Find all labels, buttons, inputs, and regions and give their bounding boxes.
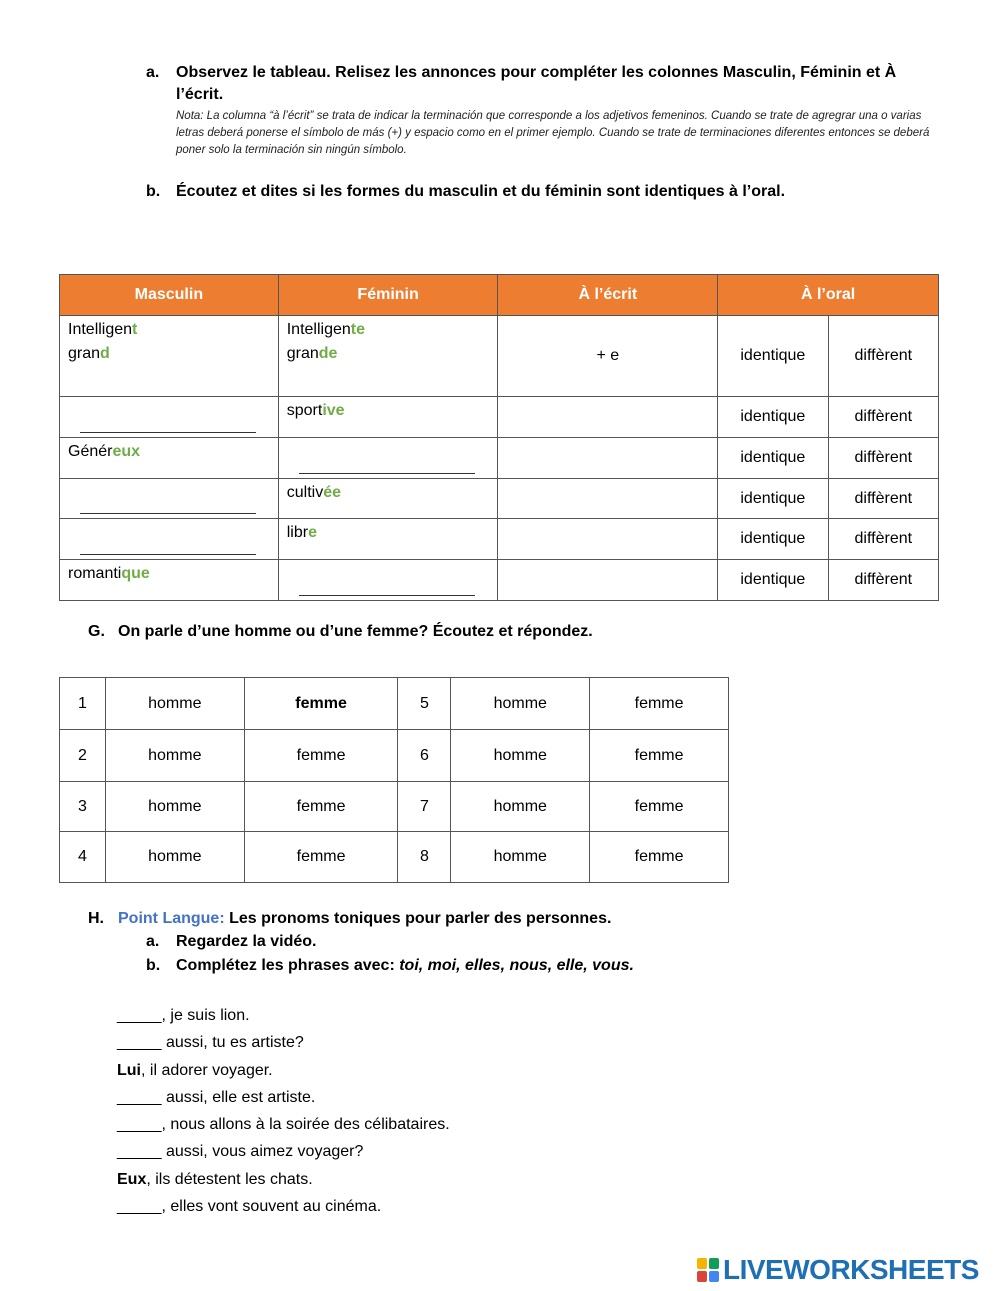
answer-blank[interactable] (299, 473, 475, 474)
section-h-label: H. (88, 910, 104, 927)
sentence-5 (117, 1111, 450, 1138)
option-femme[interactable]: femme (590, 678, 729, 730)
word-stem: cultiv (286, 484, 324, 501)
cell-ecrit[interactable] (498, 397, 718, 438)
item-a-text: Regardez la vidéo. (176, 933, 317, 950)
option-different[interactable]: diffèrent (828, 479, 938, 518)
option-identique[interactable]: identique (740, 449, 806, 466)
option-femme[interactable]: femme (244, 678, 398, 730)
header-oral: À l’oral (718, 275, 939, 316)
table-row (60, 678, 729, 730)
cell-ecrit[interactable] (498, 519, 718, 560)
table-row (60, 832, 729, 883)
question-b (146, 181, 946, 203)
homme-femme-table (59, 677, 729, 883)
point-langue-label: Point Langue: (118, 910, 225, 927)
option-homme[interactable]: homme (105, 832, 244, 883)
section-h-item-a (146, 931, 846, 953)
sentence-6 (117, 1138, 450, 1165)
logo-icon (697, 1258, 719, 1282)
option-homme[interactable]: homme (105, 730, 244, 782)
cell-feminin (278, 316, 498, 397)
header-feminin: Féminin (278, 275, 498, 316)
question-b-label: b. (146, 183, 161, 200)
word-ending: eux (112, 443, 141, 460)
option-femme[interactable]: femme (590, 730, 729, 782)
word-masculin (68, 440, 140, 464)
answer-blank[interactable]: _____ (117, 1116, 162, 1134)
item-b-text: Complétez les phrases avec: (176, 957, 395, 974)
word-stem: Génér (68, 443, 113, 460)
option-femme[interactable]: femme (590, 782, 729, 832)
section-g-heading (88, 621, 788, 643)
question-a-text: Observez le tableau. Relisez les annonces pour compléter les colonnes Masculin, Féminin et À l’écrit. (176, 64, 897, 103)
cell-ecrit[interactable] (498, 438, 718, 479)
cell-feminin (278, 397, 498, 438)
sentence-2 (117, 1029, 450, 1056)
option-different[interactable]: diffèrent (828, 560, 938, 600)
item-number: 7 (398, 782, 451, 832)
word-feminin (287, 481, 341, 505)
answer-blank[interactable] (80, 432, 256, 433)
item-a-label: a. (146, 933, 160, 950)
option-different[interactable]: diffèrent (828, 397, 938, 437)
option-identique[interactable]: identique (740, 347, 806, 364)
word-stem: sport (286, 402, 323, 419)
cell-feminin (278, 479, 498, 519)
cell-ecrit (498, 316, 718, 397)
item-b-line (176, 955, 936, 977)
section-g-text: On parle d’une homme ou d’une femme? Écoutez et répondez. (118, 623, 593, 640)
section-h-title-line (118, 908, 878, 930)
item-number: 4 (60, 832, 106, 883)
item-number: 1 (60, 678, 106, 730)
cell-masculin (60, 519, 279, 560)
cell-masculin (60, 397, 279, 438)
header-ecrit: À l’écrit (498, 275, 718, 316)
item-number: 8 (398, 832, 451, 883)
word-masculin (68, 562, 150, 586)
word-ending: ée (323, 484, 341, 501)
adjective-table (59, 274, 939, 601)
sentence-text: aussi, vous aimez voyager? (161, 1143, 364, 1161)
answer-blank[interactable]: _____ (117, 1007, 162, 1024)
cell-feminin (278, 519, 498, 560)
cell-oral (718, 479, 939, 519)
sentence-text: , nous allons à la soirée des célibataires. (161, 1116, 450, 1134)
option-different[interactable]: diffèrent (828, 519, 938, 559)
cell-ecrit[interactable] (498, 479, 718, 519)
option-homme[interactable]: homme (105, 782, 244, 832)
section-h-item-b (146, 955, 846, 977)
option-femme[interactable]: femme (244, 832, 398, 883)
option-homme[interactable]: homme (451, 678, 590, 730)
answer-blank[interactable]: _____ (117, 1143, 162, 1161)
pronoun-example: Lui (117, 1061, 141, 1079)
option-homme[interactable]: homme (451, 730, 590, 782)
sentence-text: , je suis lion. (161, 1007, 250, 1024)
answer-blank[interactable] (80, 554, 256, 555)
cell-feminin (278, 438, 498, 479)
sentence-text: , ils détestent les chats. (146, 1170, 313, 1188)
cell-masculin (60, 560, 279, 601)
option-homme[interactable]: homme (451, 782, 590, 832)
section-g-label: G. (88, 623, 105, 640)
logo-text: LIVEWORKSHEETS (723, 1254, 979, 1285)
answer-blank[interactable] (299, 595, 475, 596)
word-ending: te (350, 321, 366, 338)
word-feminin (287, 399, 345, 423)
answer-blank[interactable]: _____ (117, 1198, 162, 1216)
sentence-1 (117, 1002, 450, 1029)
sentence-3 (117, 1057, 450, 1084)
word-ending: d (100, 345, 110, 362)
option-identique[interactable]: identique (740, 571, 806, 588)
sentence-text: aussi, elle est artiste. (161, 1088, 316, 1106)
cell-oral (718, 438, 939, 479)
table-row (60, 782, 729, 832)
answer-blank[interactable]: _____ (117, 1088, 162, 1106)
option-identique[interactable]: identique (740, 408, 806, 425)
cell-ecrit[interactable] (498, 560, 718, 601)
sentence-text: , il adorer voyager. (141, 1061, 273, 1079)
word-stem: gran (68, 345, 101, 362)
question-a (146, 62, 946, 106)
sentence-text: aussi, tu es artiste? (161, 1034, 304, 1052)
word-ending: ive (322, 402, 345, 419)
section-h-title: Les pronoms toniques pour parler des personnes. (229, 910, 612, 927)
item-number: 5 (398, 678, 451, 730)
sentence-8 (117, 1193, 450, 1220)
option-homme[interactable]: homme (105, 678, 244, 730)
word-ending: de (318, 345, 338, 362)
word-stem: Intelligen (68, 321, 133, 338)
item-b-label: b. (146, 957, 161, 974)
ecrit-answer: + e (596, 347, 620, 364)
word-ending: t (132, 321, 138, 338)
sentence-4 (117, 1084, 450, 1111)
word-ending: e (308, 524, 317, 541)
liveworksheets-logo (697, 1254, 997, 1286)
option-different[interactable]: diffèrent (828, 438, 938, 478)
option-femme[interactable]: femme (590, 832, 729, 883)
cell-feminin (278, 560, 498, 601)
sentence-7 (117, 1166, 450, 1193)
word-feminin (287, 521, 317, 545)
cell-masculin (60, 438, 279, 479)
sentence-text: , elles vont souvent au cinéma. (161, 1198, 382, 1216)
option-different[interactable]: diffèrent (828, 316, 938, 396)
word-stem: libr (286, 524, 309, 541)
pronoun-example: Eux (117, 1170, 147, 1188)
cell-oral (718, 316, 939, 397)
word-masculin (68, 318, 137, 366)
word-ending: que (121, 565, 150, 582)
instruction-note: Nota: La columna “à l’écrit” se trata de indicar la terminación que corresponde a los adjetivos femeninos. Cuando se trate de agregrar una o varias letras deberá ponerse el símbolo de más (+) y espacio como en el primer ejemplo. Cuando se trate de terminaciones diferentes entonces se deberá poner solo la terminación sin ningún símbolo. (176, 110, 930, 156)
cell-oral (718, 397, 939, 438)
option-homme[interactable]: homme (451, 832, 590, 883)
table-row (60, 730, 729, 782)
option-identique[interactable]: identique (740, 489, 806, 507)
option-femme[interactable]: femme (244, 730, 398, 782)
cell-oral (718, 519, 939, 560)
item-number: 3 (60, 782, 106, 832)
section-h-heading (88, 908, 788, 930)
cell-oral (718, 560, 939, 601)
item-number: 2 (60, 730, 106, 782)
exercise-sentences (117, 1002, 450, 1220)
cell-masculin (60, 316, 279, 397)
question-a-label: a. (146, 64, 160, 81)
option-femme[interactable]: femme (244, 782, 398, 832)
cell-masculin (60, 479, 279, 519)
question-b-text: Écoutez et dites si les formes du masculin et du féminin sont identiques à l’oral. (176, 183, 786, 200)
word-stem: romanti (68, 565, 122, 582)
answer-blank[interactable] (80, 513, 256, 514)
answer-blank[interactable]: _____ (117, 1034, 162, 1052)
header-masculin: Masculin (60, 275, 279, 316)
word-feminin (287, 318, 365, 366)
item-number: 6 (398, 730, 451, 782)
item-b-words: toi, moi, elles, nous, elle, vous. (399, 957, 634, 974)
word-stem: Intelligen (286, 321, 351, 338)
word-stem: gran (286, 345, 319, 362)
option-identique[interactable]: identique (740, 530, 806, 547)
